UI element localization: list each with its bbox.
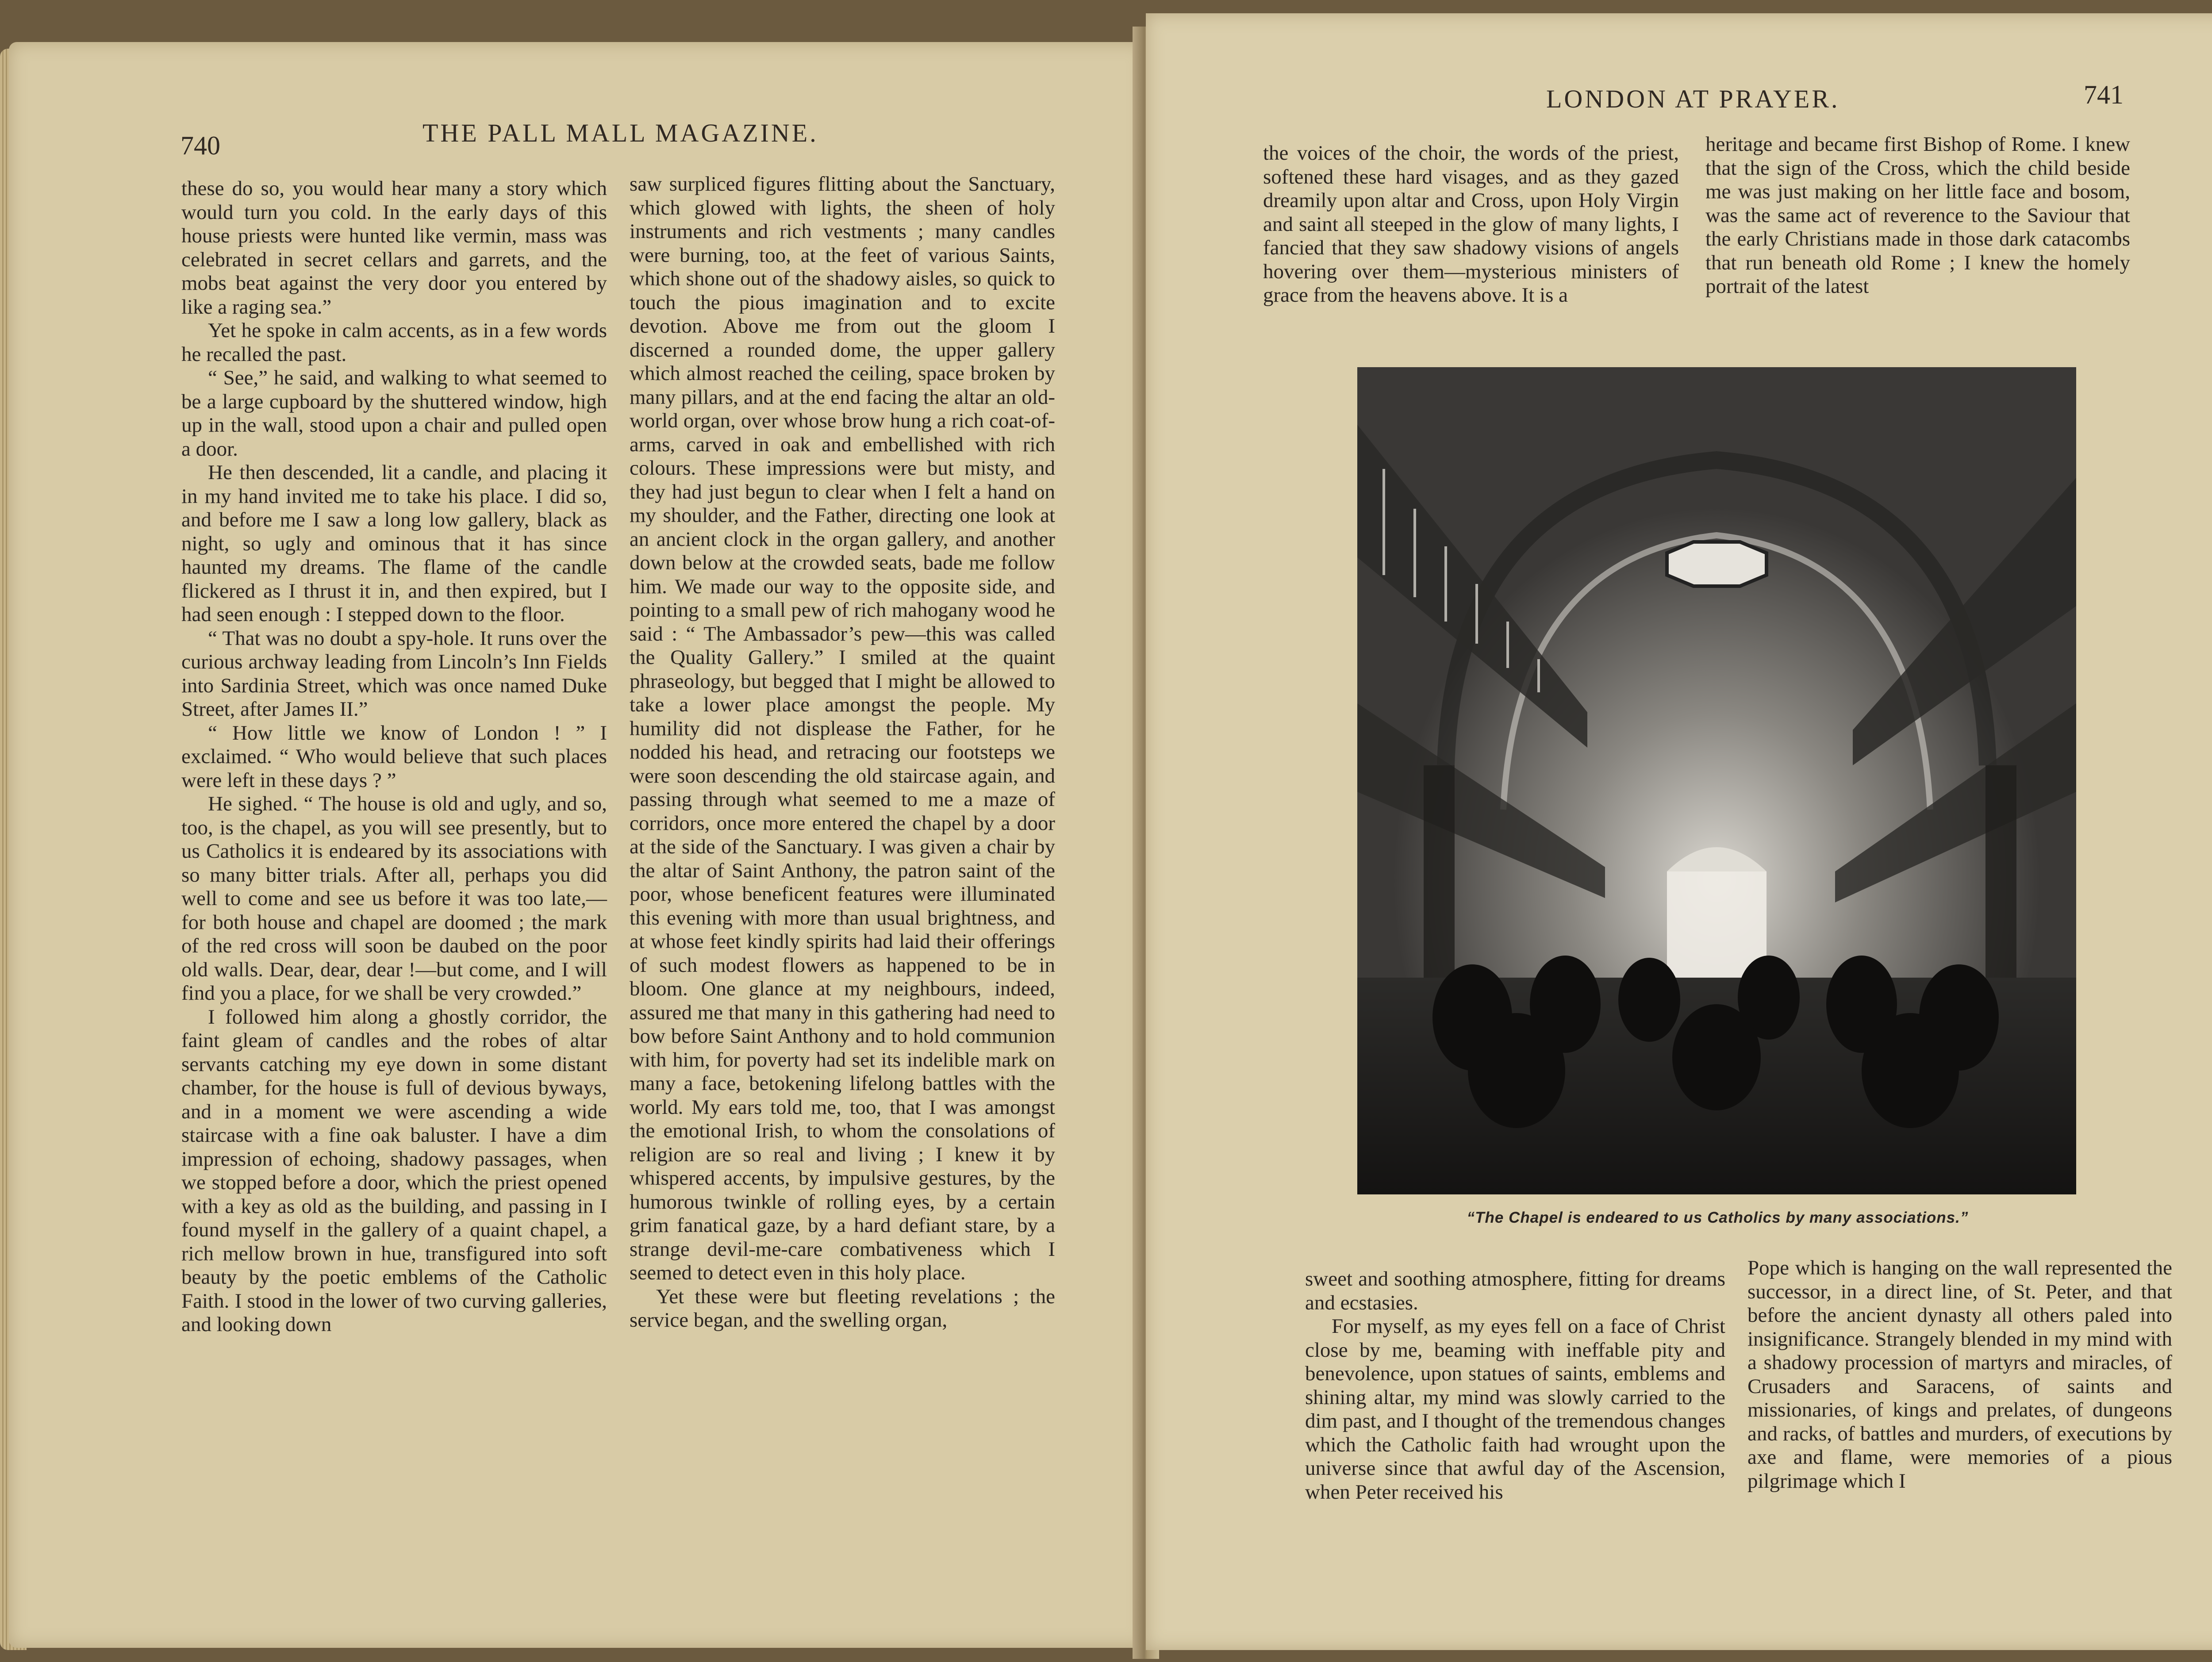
paragraph: the voices of the choir, the words of the priest, softened these hard visages, and as they gazed dreamily upon altar and Cross, upon Holy Virgin and saint all steeped in the glow of many lights, I fancied that they saw shadowy visions of angels hovering over them—mysterious ministers of grace from the heavens above. It is a bbox=[1263, 142, 1679, 307]
illustration-caption: “The Chapel is endeared to us Catholics by many associations.” bbox=[1467, 1209, 1969, 1226]
paragraph: Pope which is hanging on the wall represented the successor, in a direct line, of St. Peter, and that before the ancient dynasty all others paled into insignificance. Strangely blended in my mind with a shadowy procession of martyrs and miracles, of Crusaders and Saracens, of saints and missionaries, of kings and prelates, of dungeons and racks, of battles and murders, of executions by axe and flame, were memories of a pious pilgrimage which I bbox=[1747, 1256, 2172, 1493]
right-bottom-column-1 bbox=[1305, 1267, 1725, 1504]
paragraph: He then descended, lit a candle, and placing it in my hand invited me to take his place. I did so, and before me I saw a long low gallery, black as night, so ugly and ominous that it has since haunted my dreams. The flame of the candle flickered as I thrust it in, and then expired, but I had seen enough : I stepped down to the floor. bbox=[181, 461, 607, 626]
chapel-illustration bbox=[1357, 367, 2076, 1194]
left-column-1 bbox=[181, 177, 607, 1337]
paragraph: “ How little we know of London ! ” I exclaimed. “ Who would believe that such places were left in these days ? ” bbox=[181, 721, 607, 792]
left-page bbox=[9, 42, 1146, 1648]
left-column-2 bbox=[630, 173, 1055, 1332]
paragraph: Yet he spoke in calm accents, as in a few words he recalled the past. bbox=[181, 319, 607, 366]
running-head-left: THE PALL MALL MAGAZINE. bbox=[422, 119, 818, 147]
paragraph: He sighed. “ The house is old and ugly, and so, too, is the chapel, as you will see presently, but to us Catholics it is endeared by its associations with so many bitter trials. After all, perhaps you did well to come and see us before it was too late,—for both house and chapel are doomed ; the mark of the red cross will soon be daubed on the poor old walls. Dear, dear, dear !—but come, and I will find you a place, for we shall be very crowded.” bbox=[181, 792, 607, 1005]
page-number-left: 740 bbox=[180, 131, 220, 160]
paragraph: sweet and soothing atmosphere, fitting for dreams and ecstasies. bbox=[1305, 1267, 1725, 1314]
paragraph: heritage and became first Bishop of Rome. I knew that the sign of the Cross, which the child beside me was just making on her little face and bosom, was the same act of reverence to the Saviour that the early Christians made in those dark catacombs that run beneath old Rome ; I knew the homely portrait of the latest bbox=[1705, 133, 2130, 298]
right-top-column-2 bbox=[1705, 133, 2130, 299]
right-top-column-1 bbox=[1263, 142, 1679, 307]
paragraph: these do so, you would hear many a story which would turn you cold. In the early days of this house priests were hunted like vermin, mass was celebrated in secret cellars and garrets, and the mobs beat against the very door you entered by like a raging sea.” bbox=[181, 177, 607, 319]
paragraph: “ That was no doubt a spy-hole. It runs over the curious archway leading from Lincoln’s Inn Fields into Sardinia Street, which was once named Duke Street, after James II.” bbox=[181, 626, 607, 721]
paragraph: I followed him along a ghostly corridor, the faint gleam of candles and the robes of altar servants catching my eye down in some distant chamber, for the house is full of devious byways, and in a moment we were ascending a wide staircase with a fine oak baluster. I have a dim impression of echoing, shadowy passages, when we stopped before a door, which the priest opened with a key as old as the building, and passing in I found myself in the gallery of a quaint chapel, a rich mellow brown in hue, transfigured into soft beauty by the poetic emblems of the Catholic Faith. I stood in the lower of two curving galleries, and looking down bbox=[181, 1005, 607, 1336]
paragraph: Yet these were but fleeting revelations ; the service began, and the swelling organ, bbox=[630, 1285, 1055, 1332]
right-bottom-column-2 bbox=[1747, 1256, 2172, 1493]
page-number-right: 741 bbox=[2084, 80, 2124, 109]
paragraph: saw surpliced figures flitting about the Sanctuary, which glowed with lights, the sheen of holy instruments and rich vestments ; many candles were burning, too, at the feet of various Saints, which shone out of the shadowy aisles, so quick to touch the pious imagination and to excite devotion. Above me from out the gloom I discerned a rounded dome, the upper gallery which almost reached the ceiling, space broken by many pillars, and at the end facing the altar an old-world organ, over whose brow hung a rich coat-of-arms, carved in oak and embellished with rich colours. These impressions were but misty, and they had just begun to clear when I felt a hand on my shoulder, and the Father, directing one look at an ancient clock in the organ gallery, and another down below at the crowded seats, bade me follow him. We made our way to the opposite side, and pointing to a small pew of rich mahogany wood he said : “ The Ambassador’s pew—this was called the Quality Gallery.” I smiled at the quaint phraseology, but begged that I might be allowed to take a lower place amongst the people. My humility did not displease the Father, for he nodded his head, and retracing our footsteps we were soon descending the old staircase again, and passing through what seemed to me a maze of corridors, once more entered the chapel by a door at the side of the Sanctuary. I was given a chair by the altar of Saint Anthony, the patron saint of the poor, whose beneficent features were illuminated this evening with more than usual brightness, and at whose feet kindly spirits had laid their offerings of such modest flowers as happened to be in bloom. One glance at my neighbours, indeed, assured me that many in this gathering had need to bow before Saint Anthony and to hold communion with him, for poverty had set its indelible mark on many a face, betokening lifelong battles with the world. My ears told me, too, that I was amongst the emotional Irish, to whom the consolations of religion are so real and living ; I knew it by whispered accents, by impulsive gestures, by the humorous twinkle of rolling eyes, by a certain grim fanatical gaze, by a hard defiant stare, by a strange devil-me-care combativeness which I seemed to detect even in this holy place. bbox=[630, 173, 1055, 1284]
paragraph: For myself, as my eyes fell on a face of Christ close by me, beaming with ineffable pity and benevolence, upon statues of saints, emblems and shining altar, my mind was slowly carried to the dim past, and I thought of the tremendous changes which the Catholic faith had wrought upon the universe since that awful day of the Ascension, when Peter received his bbox=[1305, 1315, 1725, 1504]
running-head-right: LONDON AT PRAYER. bbox=[1546, 84, 1840, 113]
paragraph: “ See,” he said, and walking to what seemed to be a large cupboard by the shuttered window, high up in the wall, stood upon a chair and pulled open a door. bbox=[181, 366, 607, 461]
